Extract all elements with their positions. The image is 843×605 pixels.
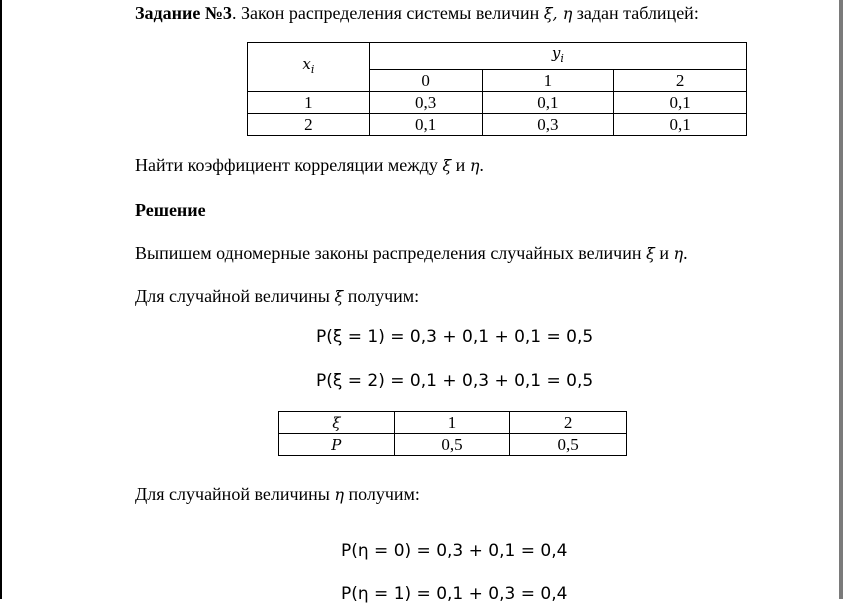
page-border-left (0, 0, 2, 599)
table-cell (279, 412, 395, 434)
table-cell: 1 (394, 412, 510, 434)
intro-xi: ξ (646, 244, 655, 263)
table-cell: 0,5 (510, 434, 627, 456)
table-row (248, 114, 747, 136)
xi-text: Для случайной величины (135, 286, 335, 306)
question-end: . (479, 155, 484, 175)
question (135, 154, 484, 177)
xi-end: получим: (343, 286, 420, 306)
xi-var: ξ (334, 287, 344, 306)
solution-heading-text: Решение (135, 200, 206, 220)
eta-section-text (135, 483, 420, 506)
intro-and: и (654, 243, 674, 263)
table-row (248, 92, 747, 114)
col-header-cell (369, 43, 746, 70)
eta-end: получим: (343, 484, 420, 504)
row-header-cell (248, 43, 370, 92)
solution-heading (135, 199, 206, 221)
intro-end: . (683, 243, 688, 263)
xi-distribution-table (278, 411, 627, 456)
table-cell (279, 434, 395, 456)
table-cell: 2 (510, 412, 627, 434)
col-header: $y_i$ (551, 44, 564, 65)
table-cell: 0,1 (614, 92, 747, 114)
table-cell: 0,1 (369, 114, 482, 136)
task-text-2: задан таблицей: (572, 3, 699, 23)
col-label: 0 (369, 70, 482, 92)
col-label: 2 (614, 70, 747, 92)
row-label: 1 (248, 92, 370, 114)
question-text: Найти коэффициент корреляции между (135, 155, 443, 175)
task-vars: ξ, η (543, 4, 573, 23)
table-cell: 0,1 (614, 114, 747, 136)
page-border-right (839, 0, 843, 599)
table-cell: 0,1 (482, 92, 614, 114)
task-statement (135, 2, 699, 25)
xi-equation-2: P(ξ = 2) = 0,1 + 0,3 + 0,1 = 0,5 (316, 371, 594, 391)
table-cell: 0,3 (369, 92, 482, 114)
eta-text: Для случайной величины (135, 484, 335, 504)
intro-text: Выпишем одномерные законы распределения случайных величин (135, 243, 647, 263)
xi-section-text (135, 285, 419, 308)
question-and: и (451, 155, 470, 175)
joint-distribution-table (247, 42, 747, 136)
eta-equation-2: P(η = 1) = 0,1 + 0,3 = 0,4 (341, 584, 568, 604)
row-header: $x_i$ (302, 55, 315, 76)
solution-intro (135, 242, 688, 265)
task-label: Задание №3 (135, 3, 232, 23)
xi-prob-symbol: P (331, 435, 342, 454)
table-cell: 0,5 (394, 434, 510, 456)
task-text-1: . Закон распределения системы величин (231, 3, 544, 23)
question-eta: η (469, 156, 480, 175)
col-label: 1 (482, 70, 614, 92)
eta-var: η (334, 485, 344, 504)
intro-eta: η (673, 244, 684, 263)
table-cell: 0,3 (482, 114, 614, 136)
xi-header-symbol: ξ (332, 413, 341, 432)
xi-equation-1: P(ξ = 1) = 0,3 + 0,1 + 0,1 = 0,5 (316, 327, 594, 347)
question-xi: ξ (442, 156, 452, 175)
eta-equation-1: P(η = 0) = 0,3 + 0,1 = 0,4 (341, 541, 568, 561)
row-label: 2 (248, 114, 370, 136)
